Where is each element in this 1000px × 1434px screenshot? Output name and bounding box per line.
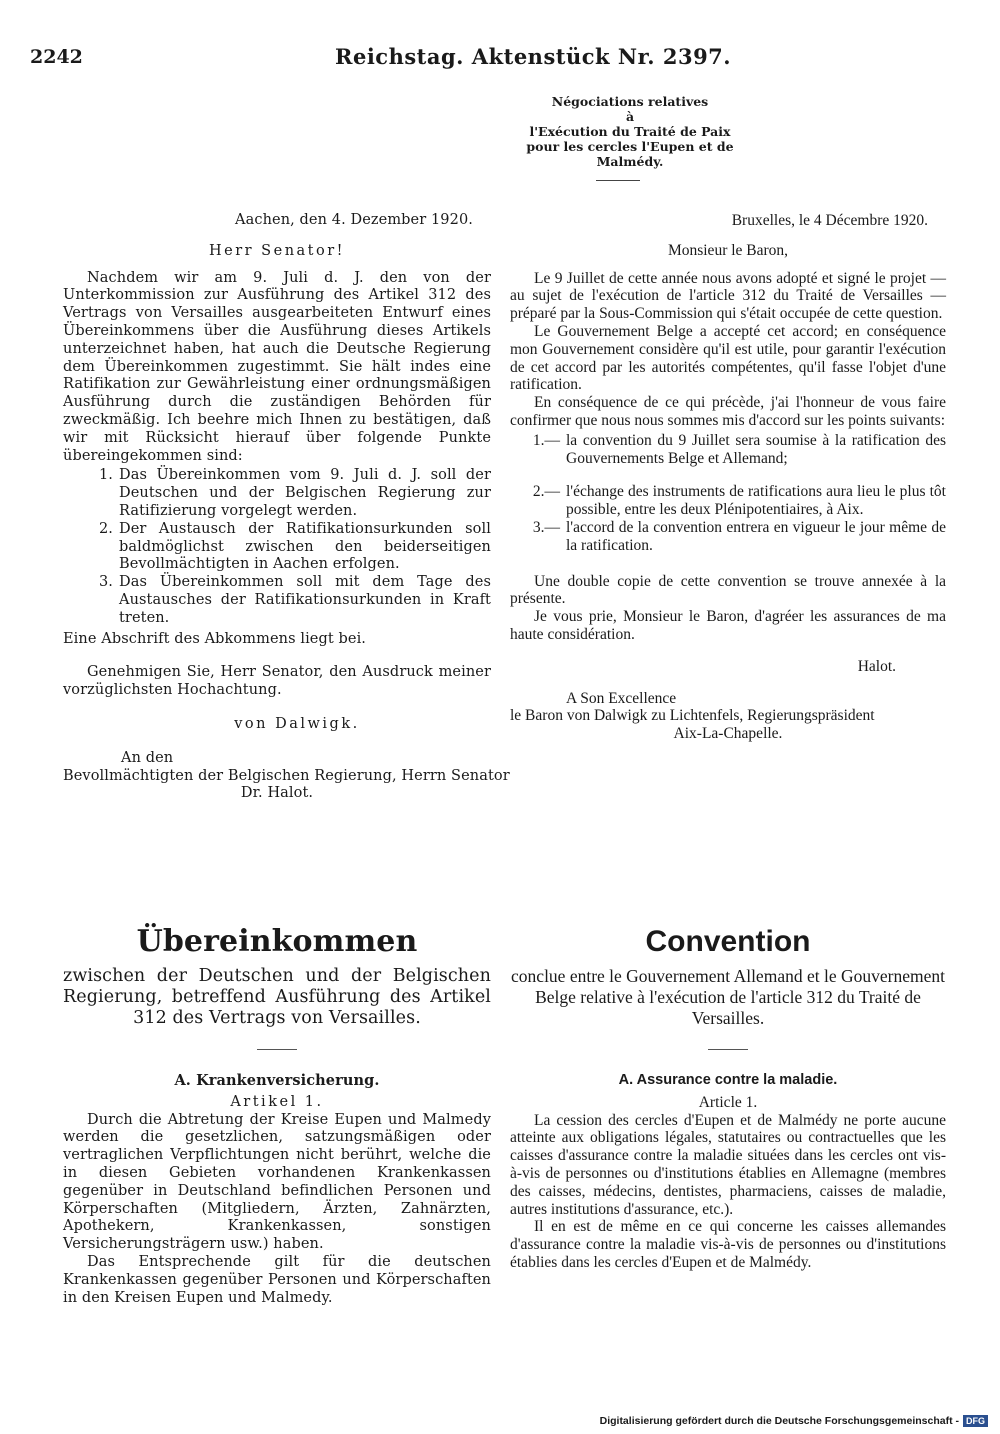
- convention-de-section: A. Krankenversicherung.: [174, 1072, 380, 1089]
- list-item: [510, 519, 946, 555]
- divider: [708, 1049, 748, 1050]
- letter-fr-salutation: Monsieur le Baron,: [667, 241, 789, 259]
- letter-de-signature: von Dalwigk.: [234, 715, 360, 732]
- convention-fr-paragraph: Il en est de même en ce qui concerne les caisses allemandes d'assurance contre la maladie vis-à-vis de personnes ou d'institutions établies dans les cercles d'Eupen et de Malmédy.: [510, 1218, 946, 1271]
- negotiations-line: à: [625, 109, 635, 124]
- letter-fr-date: Bruxelles, le 4 Décembre 1920.: [731, 212, 928, 229]
- letter-fr-paragraph: Le 9 Juillet de cette année nous avons adopté et signé le projet — au sujet de l'exécution de l'article 312 du Traité de Versailles — préparé par la Sous-Commission qui s'était occupée de cette question.: [510, 269, 946, 323]
- list-item-text: Das Übereinkommen soll mit dem Tage des Austausches der Ratifikationsurkunden in Kraft treten.: [119, 574, 491, 626]
- letter-de-address: Bevollmächtigten der Belgischen Regierung, Herrn Senator: [63, 767, 510, 784]
- letter-de-salutation: Herr Senator!: [208, 242, 345, 259]
- list-item-text: Das Übereinkommen vom 9. Juli d. J. soll der Deutschen und der Belgischen Regierung zur Ratifizierung vorgelegt werden.: [119, 467, 491, 519]
- list-item: [75, 521, 491, 574]
- letter-fr-paragraph: Le Gouvernement Belge a accepté cet accord; en conséquence mon Gouvernement considère qu'il est utile, pour garantir l'exécution de cet accord par les autorités compétentes, qu'il fasse l'objet d'une ratification.: [510, 322, 946, 394]
- negotiations-title: [480, 94, 780, 169]
- letter-fr-signature: Halot.: [857, 657, 896, 675]
- letter-de: [63, 212, 510, 803]
- letter-fr-address: le Baron von Dalwigk zu Lichtenfels, Regierungspräsident: [510, 707, 875, 725]
- list-item-number: 1.—: [532, 431, 560, 449]
- letter-de-closing: Genehmigen Sie, Herr Senator, den Ausdruck meiner vorzüglichsten Hochachtung.: [63, 664, 491, 699]
- letter-fr: [510, 212, 946, 743]
- convention-fr-section: A. Assurance contre la maladie.: [618, 1072, 838, 1088]
- list-item: [75, 467, 491, 520]
- dfg-logo: DFG: [963, 1415, 988, 1427]
- list-item-number: 1.: [98, 467, 113, 484]
- divider: [257, 1049, 297, 1050]
- letter-de-address: Dr. Halot.: [240, 785, 314, 802]
- letter-fr-address: Aix-La-Chapelle.: [673, 725, 783, 743]
- list-item-number: 3.: [98, 574, 113, 591]
- list-item: [75, 574, 491, 627]
- list-item-text: l'accord de la convention entrera en vigueur le jour même de la ratification.: [566, 518, 946, 554]
- convention-de-title: Übereinkommen: [136, 924, 418, 959]
- convention-fr: [510, 924, 946, 1272]
- negotiations-line: l'Exécution du Traité de Paix: [529, 124, 731, 139]
- convention-fr-paragraph: La cession des cercles d'Eupen et de Malmédy ne porte aucune atteinte aux obligations légales, statutaires ou contractuelles que les caisses d'assurance contre la maladie situées dans les cercles ont vis-à-vis de personnes ou d'institutions établies en Allemagne (membres des caisses, médecins, dentistes, pharmaciens, caisses de maladie, autres institutions d'assurance, etc.).: [510, 1111, 946, 1218]
- convention-de-paragraph: Das Entsprechende gilt für die deutschen Krankenkassen gegenüber Personen und Körperschaften in den Kreisen Eupen und Malmedy.: [63, 1253, 491, 1306]
- letter-fr-address: A Son Excellence: [566, 689, 677, 707]
- footer-text: Digitalisierung gefördert durch die Deutsche Forschungsgemeinschaft -: [599, 1415, 959, 1427]
- letter-de-list: [63, 467, 491, 627]
- list-item-text: la convention du 9 Juillet sera soumise à la ratification des Gouvernements Belge et Allemand;: [566, 431, 946, 467]
- page-number: 2242: [30, 46, 83, 68]
- negotiations-line: Négociations relatives: [551, 94, 709, 109]
- letter-fr-paragraph: En conséquence de ce qui précède, j'ai l'honneur de vous faire confirmer que nous nous sommes mis d'accord sur les points suivants:: [510, 394, 946, 429]
- letter-fr-paragraph: Une double copie de cette convention se trouve annexée à la présente.: [510, 572, 946, 608]
- list-item: [510, 483, 946, 519]
- negotiations-line: pour les cercles l'Eupen et de: [526, 139, 734, 154]
- list-item-number: 3.—: [532, 518, 560, 536]
- list-item-text: Der Austausch der Ratifikationsurkunden soll baldmöglichst zwischen den beiderseitigen Bevollmächtigten in Aachen erfolgen.: [119, 520, 491, 573]
- list-item-number: 2.: [98, 520, 113, 537]
- letter-de-address: An den: [121, 749, 174, 766]
- digitization-footer: [600, 1415, 988, 1427]
- running-head: Reichstag. Aktenstück Nr. 2397.: [335, 44, 732, 69]
- letter-fr-paragraph: Je vous prie, Monsieur le Baron, d'agréer les assurances de ma haute considération.: [510, 608, 946, 643]
- convention-fr-title: Convention: [645, 925, 811, 958]
- convention-fr-subtitle: conclue entre le Gouvernement Allemand et le Gouvernement Belge relative à l'exécution de l'article 312 du Traité de Versailles.: [511, 966, 945, 1028]
- letter-fr-list: [510, 432, 946, 555]
- letter-de-body: Nachdem wir am 9. Juli d. J. den von der Unterkommission zur Ausführung des Artikel 312 des Vertrags von Versailles ausgearbeiteten Entwurf eines Übereinkommens über die Ausführung dieses Artikels unterzeichnet haben, hat auch die Deutsche Regierung dem Übereinkommen zugestimmt. Sie hält indes eine Ratifikation zur Gewährleistung einer ordnungsmäßigen Ausführung durch die zuständigen Behörden für zweckmäßig. Ich beehre mich Ihnen zu bestätigen, daß wir mit Rücksicht hierauf über folgende Punkte übereingekommen sind:: [63, 269, 491, 464]
- negotiations-line: Malmédy.: [596, 154, 664, 169]
- list-item-number: 2.—: [532, 483, 560, 501]
- letter-de-copy-note: Eine Abschrift des Abkommens liegt bei.: [63, 630, 367, 647]
- divider: [596, 180, 640, 181]
- list-item: [510, 432, 946, 468]
- list-item-text: l'échange des instruments de ratifications aura lieu le plus tôt possible, entre les deux Plénipotentiaires, à Aix.: [566, 483, 946, 519]
- convention-de-article: Artikel 1.: [230, 1093, 324, 1110]
- letter-de-date: Aachen, den 4. Dezember 1920.: [235, 212, 473, 228]
- convention-de: [63, 924, 491, 1307]
- convention-de-subtitle: zwischen der Deutschen und der Belgischen Regierung, betreffend Ausführung des Artikel 312 des Vertrags von Versailles.: [63, 966, 491, 1028]
- convention-fr-article: Article 1.: [698, 1093, 758, 1111]
- convention-de-paragraph: Durch die Abtretung der Kreise Eupen und Malmedy werden die gesetzlichen, satzungsmäßigen oder vertraglichen Verpflichtungen nicht berührt, welche die in diesen Gebieten vorhandenen Krankenkassen gegenüber in Deutschland befindlichen Personen und Körperschaften (Mitgliedern, Ärzten, Zahnärzten, Apothekern, Krankenkassen, sonstigen Versicherungsträgern usw.) haben.: [63, 1111, 491, 1253]
